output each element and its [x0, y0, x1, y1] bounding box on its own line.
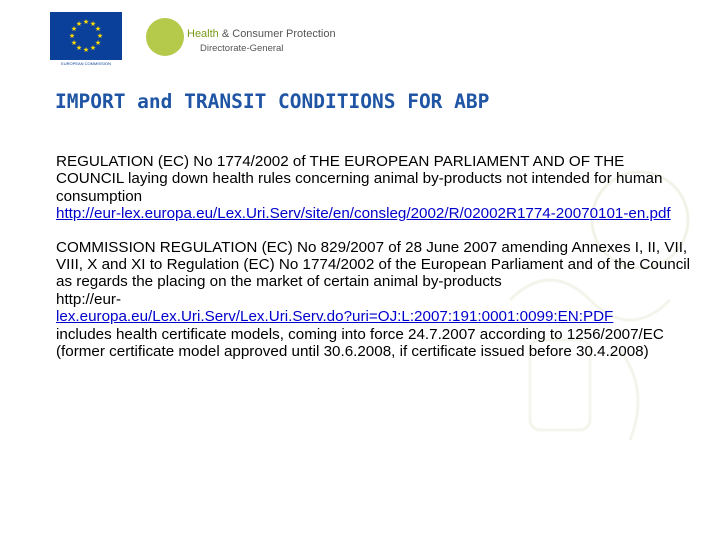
dg-sanco-logo — [146, 15, 336, 65]
svg-text:★: ★ — [96, 32, 104, 40]
dg-subtitle: Directorate-General — [200, 43, 284, 54]
regulation-2-link[interactable]: lex.europa.eu/Lex.Uri.Serv/Lex.Uri.Serv.do?uri=OJ:L:2007:191:0001:0099:EN:PDF — [56, 308, 614, 326]
svg-text:★: ★ — [68, 32, 76, 40]
dg-title-health: Health — [187, 28, 219, 40]
svg-text:★: ★ — [94, 39, 102, 47]
svg-text:★: ★ — [70, 39, 78, 47]
regulation-2-link-start[interactable]: http://eur- — [56, 290, 121, 308]
regulation-2-text: COMMISSION REGULATION (EC) No 829/2007 of 28 June 2007 amending Annexes I, II, VII, VIII, X and XI to Regulation (EC) No 1774/2002 of the European Parliament and of the Council as regards the placing on the market of certain animal by-products — [56, 238, 691, 291]
svg-text:★: ★ — [82, 18, 90, 26]
svg-text:★: ★ — [75, 20, 83, 28]
slide-title: IMPORT and TRANSIT CONDITIONS FOR ABP — [55, 90, 490, 113]
regulation-1-text: REGULATION (EC) No 1774/2002 of THE EUROPEAN PARLIAMENT AND OF THE COUNCIL laying down health rules concerning animal by-products not intended for human consumption — [56, 153, 663, 205]
eu-caption: EUROPEAN COMMISSION — [61, 61, 111, 66]
svg-text:★: ★ — [70, 25, 78, 33]
eu-logo — [50, 12, 122, 68]
svg-text:★: ★ — [89, 20, 97, 28]
svg-text:★: ★ — [82, 46, 90, 54]
dg-title — [187, 28, 336, 40]
slide-body — [56, 153, 696, 360]
eu-flag — [50, 12, 122, 60]
regulation-1-link[interactable]: http://eur-lex.europa.eu/Lex.Uri.Serv/site/en/consleg/2002/R/02002R1774-20070101-en.pdf — [56, 205, 671, 223]
eu-stars-icon — [50, 12, 122, 60]
dg-title-rest: & Consumer Protection — [218, 28, 336, 40]
svg-text:★: ★ — [89, 44, 97, 52]
svg-text:★: ★ — [94, 25, 102, 33]
regulation-2-note: includes health certificate models, coming into force 24.7.2007 according to 1256/2007/EC (former certificate model approved until 30.6.2008, if certificate issued before 30.4.2008) — [56, 325, 664, 361]
dg-logo-mark-icon — [146, 18, 184, 56]
svg-text:★: ★ — [75, 44, 83, 52]
